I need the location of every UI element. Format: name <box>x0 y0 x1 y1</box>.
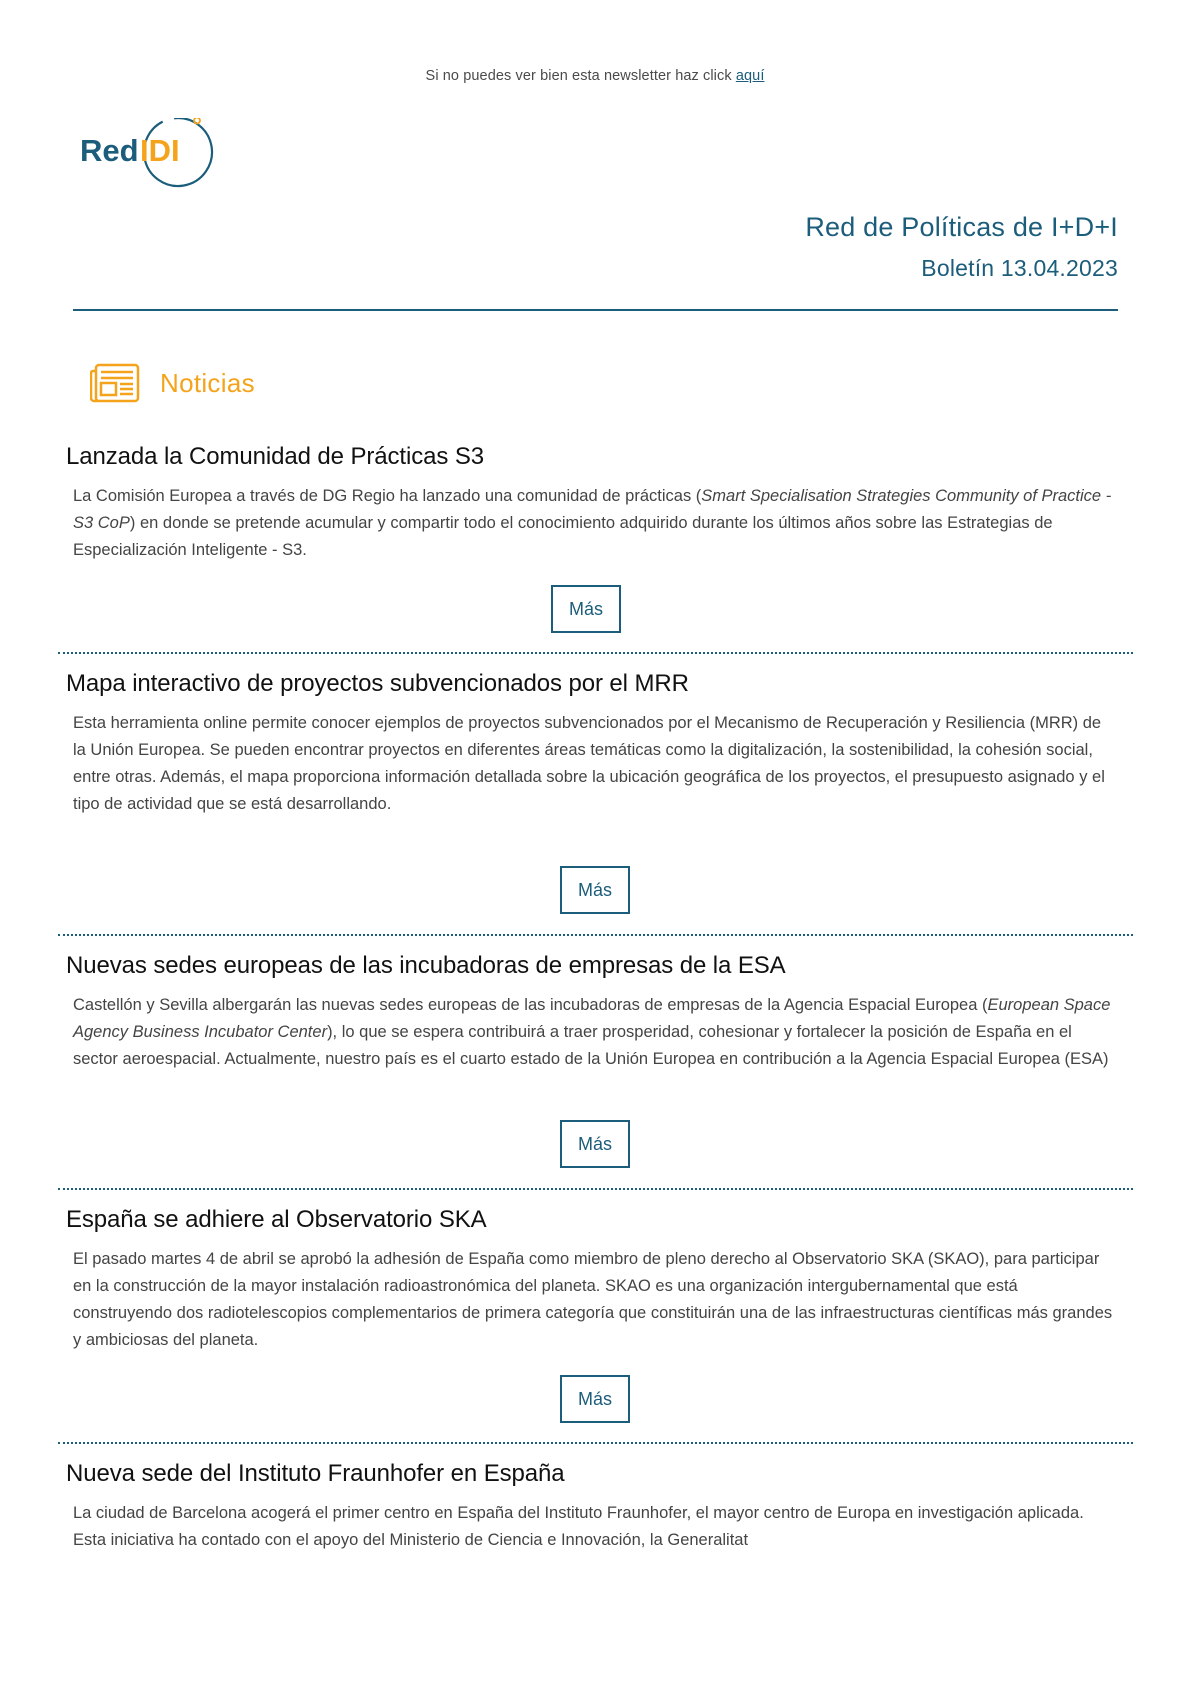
news-item <box>58 952 1133 1073</box>
news-divider <box>58 934 1133 936</box>
news-title[interactable]: Nueva sede del Instituto Fraunhofer en España <box>66 1460 565 1487</box>
news-item <box>58 1460 1133 1554</box>
newsletter-title: Red de Políticas de I+D+I <box>805 212 1118 242</box>
newsletter-date: Boletín 13.04.2023 <box>921 255 1118 281</box>
section-title: Noticias <box>160 367 255 398</box>
news-item <box>58 443 1133 564</box>
logo-text-red: Red <box>80 133 139 168</box>
more-button[interactable]: Más <box>551 585 621 633</box>
newspaper-icon <box>90 363 140 403</box>
logo-text-idi: IDI <box>140 133 180 168</box>
preheader <box>0 68 1190 84</box>
news-body: Castellón y Sevilla albergarán las nuevas sedes europeas de las incubadoras de empresas de la Agencia Espacial Europea (European Space Agency Business Incubator Center), lo que se espera contribuirá a traer prosperidad, cohesionar y fortalecer la posición de España en el sector aeroespacial. Actualmente, nuestro país es el cuarto estado de la Unión Europea en contribución a la Agencia Espacial Europea (ESA) <box>73 996 1111 1068</box>
news-divider <box>58 652 1133 654</box>
logo-mark-icon <box>80 118 240 206</box>
news-title[interactable]: Lanzada la Comunidad de Prácticas S3 <box>66 443 484 470</box>
news-body: La ciudad de Barcelona acogerá el primer centro en España del Instituto Fraunhofer, el mayor centro de Europa en investigación aplicada. Esta iniciativa ha contado con el apoyo del Ministerio de Ciencia e Innovación, la Generalitat <box>73 1504 1084 1549</box>
news-title[interactable]: Nuevas sedes europeas de las incubadoras de empresas de la ESA <box>66 952 786 979</box>
news-title[interactable]: España se adhiere al Observatorio SKA <box>66 1206 487 1233</box>
news-divider <box>58 1442 1133 1444</box>
more-button[interactable]: Más <box>560 1375 630 1423</box>
more-button[interactable]: Más <box>560 1120 630 1168</box>
news-divider <box>58 1188 1133 1190</box>
logo <box>80 118 240 206</box>
news-item <box>58 1206 1133 1354</box>
preheader-text: Si no puedes ver bien esta newsletter haz click <box>425 68 736 84</box>
news-body: La Comisión Europea a través de DG Regio ha lanzado una comunidad de prácticas (Smart Specialisation Strategies Community of Practice - S3 CoP) en donde se pretende acumular y compartir todo el conocimiento adquirido durante los últimos años sobre las Estrategias de Especialización Inteligente - S3. <box>73 487 1112 559</box>
news-title[interactable]: Mapa interactivo de proyectos subvencionados por el MRR <box>66 670 689 697</box>
news-item <box>58 670 1133 818</box>
header-rule <box>73 309 1118 311</box>
news-body: El pasado martes 4 de abril se aprobó la adhesión de España como miembro de pleno derecho al Observatorio SKA (SKAO), para participar en la construcción de la mayor instalación radioastronómica del planeta. SKAO es una organización intergubernamental que está construyendo dos radiotelescopios complementarios de primera categoría que constituirán una de las infraestructuras científicas más grandes y ambiciosas del planeta. <box>73 1250 1113 1349</box>
news-body: Esta herramienta online permite conocer ejemplos de proyectos subvencionados por el Mecanismo de Recuperación y Resiliencia (MRR) de la Unión Europea. Se pueden encontrar proyectos en diferentes áreas temáticas como la digitalización, la sostenibilidad, la cohesión social, entre otras. Además, el mapa proporciona información detallada sobre la ubicación geográfica de los proyectos, el presupuesto asignado y el tipo de actividad que se está desarrollando. <box>73 714 1105 813</box>
more-button[interactable]: Más <box>560 866 630 914</box>
view-online-link[interactable]: aquí <box>735 68 765 84</box>
section-header-noticias <box>90 362 255 404</box>
